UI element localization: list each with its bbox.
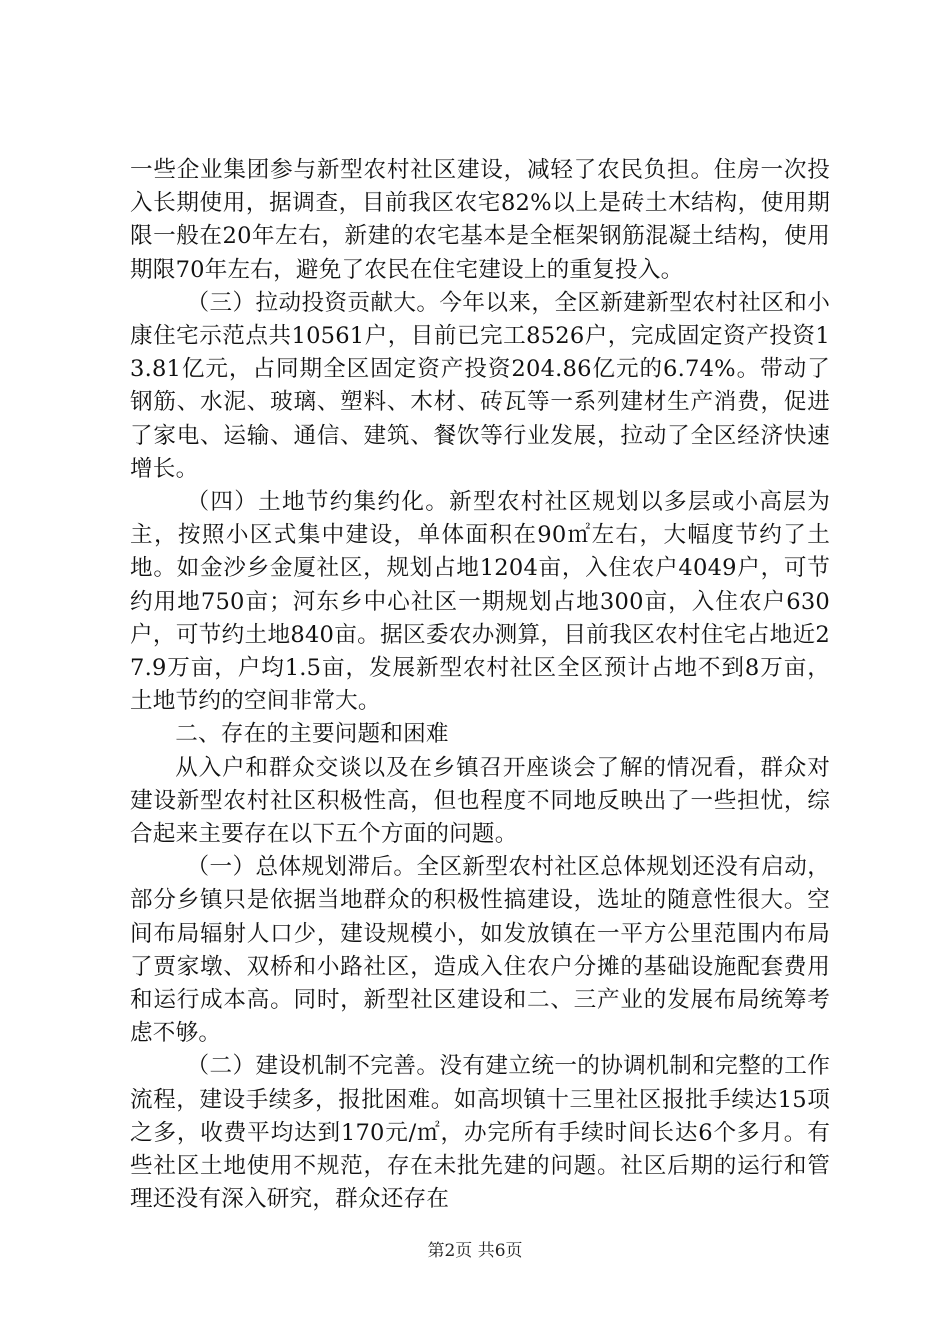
paragraph-problems-intro: 从入户和群众交谈以及在乡镇召开座谈会了解的情况看，群众对建设新型农村社区积极性高，但也程度不同地反映出了一些担忧，综合起来主要存在以下五个方面的问题。 — [130, 754, 830, 848]
paragraph-section-3: （三）拉动投资贡献大。今年以来，全区新建新型农村社区和小康住宅示范点共10561户，目前已完工8526户，完成固定资产投资13.81亿元，占同期全区固定资产投资204.86亿元的6.74%。带动了钢筋、水泥、玻璃、塑料、木材、砖瓦等一系列建材生产消费，促进了家电、运输、通信、建筑、餐饮等行业发展，拉动了全区经济快速增长。 — [130, 289, 830, 482]
document-body — [130, 154, 830, 1217]
paragraph-problem-2: （二）建设机制不完善。没有建立统一的协调机制和完整的工作流程，建设手续多，报批困难。如高坝镇十三里社区报批手续达15项之多，收费平均达到170元/㎡，办完所有手续时间长达6个多月。有些社区土地使用不规范，存在未批先建的问题。社区后期的运行和管理还没有深入研究，群众还存在 — [130, 1053, 830, 1213]
paragraph-section-4: （四）土地节约集约化。新型农村社区规划以多层或小高层为主，按照小区式集中建设，单体面积在90㎡左右，大幅度节约了土地。如金沙乡金厦社区，规划占地1204亩，入住农户4049户，可节约用地750亩；河东乡中心社区一期规划占地300亩，入住农户630户，可节约土地840亩。据区委农办测算，目前我区农村住宅占地近27.9万亩，户均1.5亩，发展新型农村社区全区预计占地不到8万亩，土地节约的空间非常大。 — [130, 489, 830, 715]
page-footer: 第2页 共6页 — [427, 1241, 523, 1261]
paragraph-continuation: 一些企业集团参与新型农村社区建设，减轻了农民负担。住房一次投入长期使用，据调查，目前我区农宅82%以上是砖土木结构，使用期限一般在20年左右，新建的农宅基本是全框架钢筋混凝土结构，使用期限70年左右，避免了农民在住宅建设上的重复投入。 — [130, 157, 830, 283]
section-heading-problems: 二、存在的主要问题和困难 — [175, 721, 449, 748]
paragraph-problem-1: （一）总体规划滞后。全区新型农村社区总体规划还没有启动，部分乡镇只是依据当地群众的积极性搞建设，选址的随意性很大。空间布局辐射人口少，建设规模小，如发放镇在一平方公里范围内布局了贾家墩、双桥和小路社区，造成入住农户分摊的基础设施配套费用和运行成本高。同时，新型社区建设和二、三产业的发展布局统筹考虑不够。 — [130, 854, 830, 1047]
